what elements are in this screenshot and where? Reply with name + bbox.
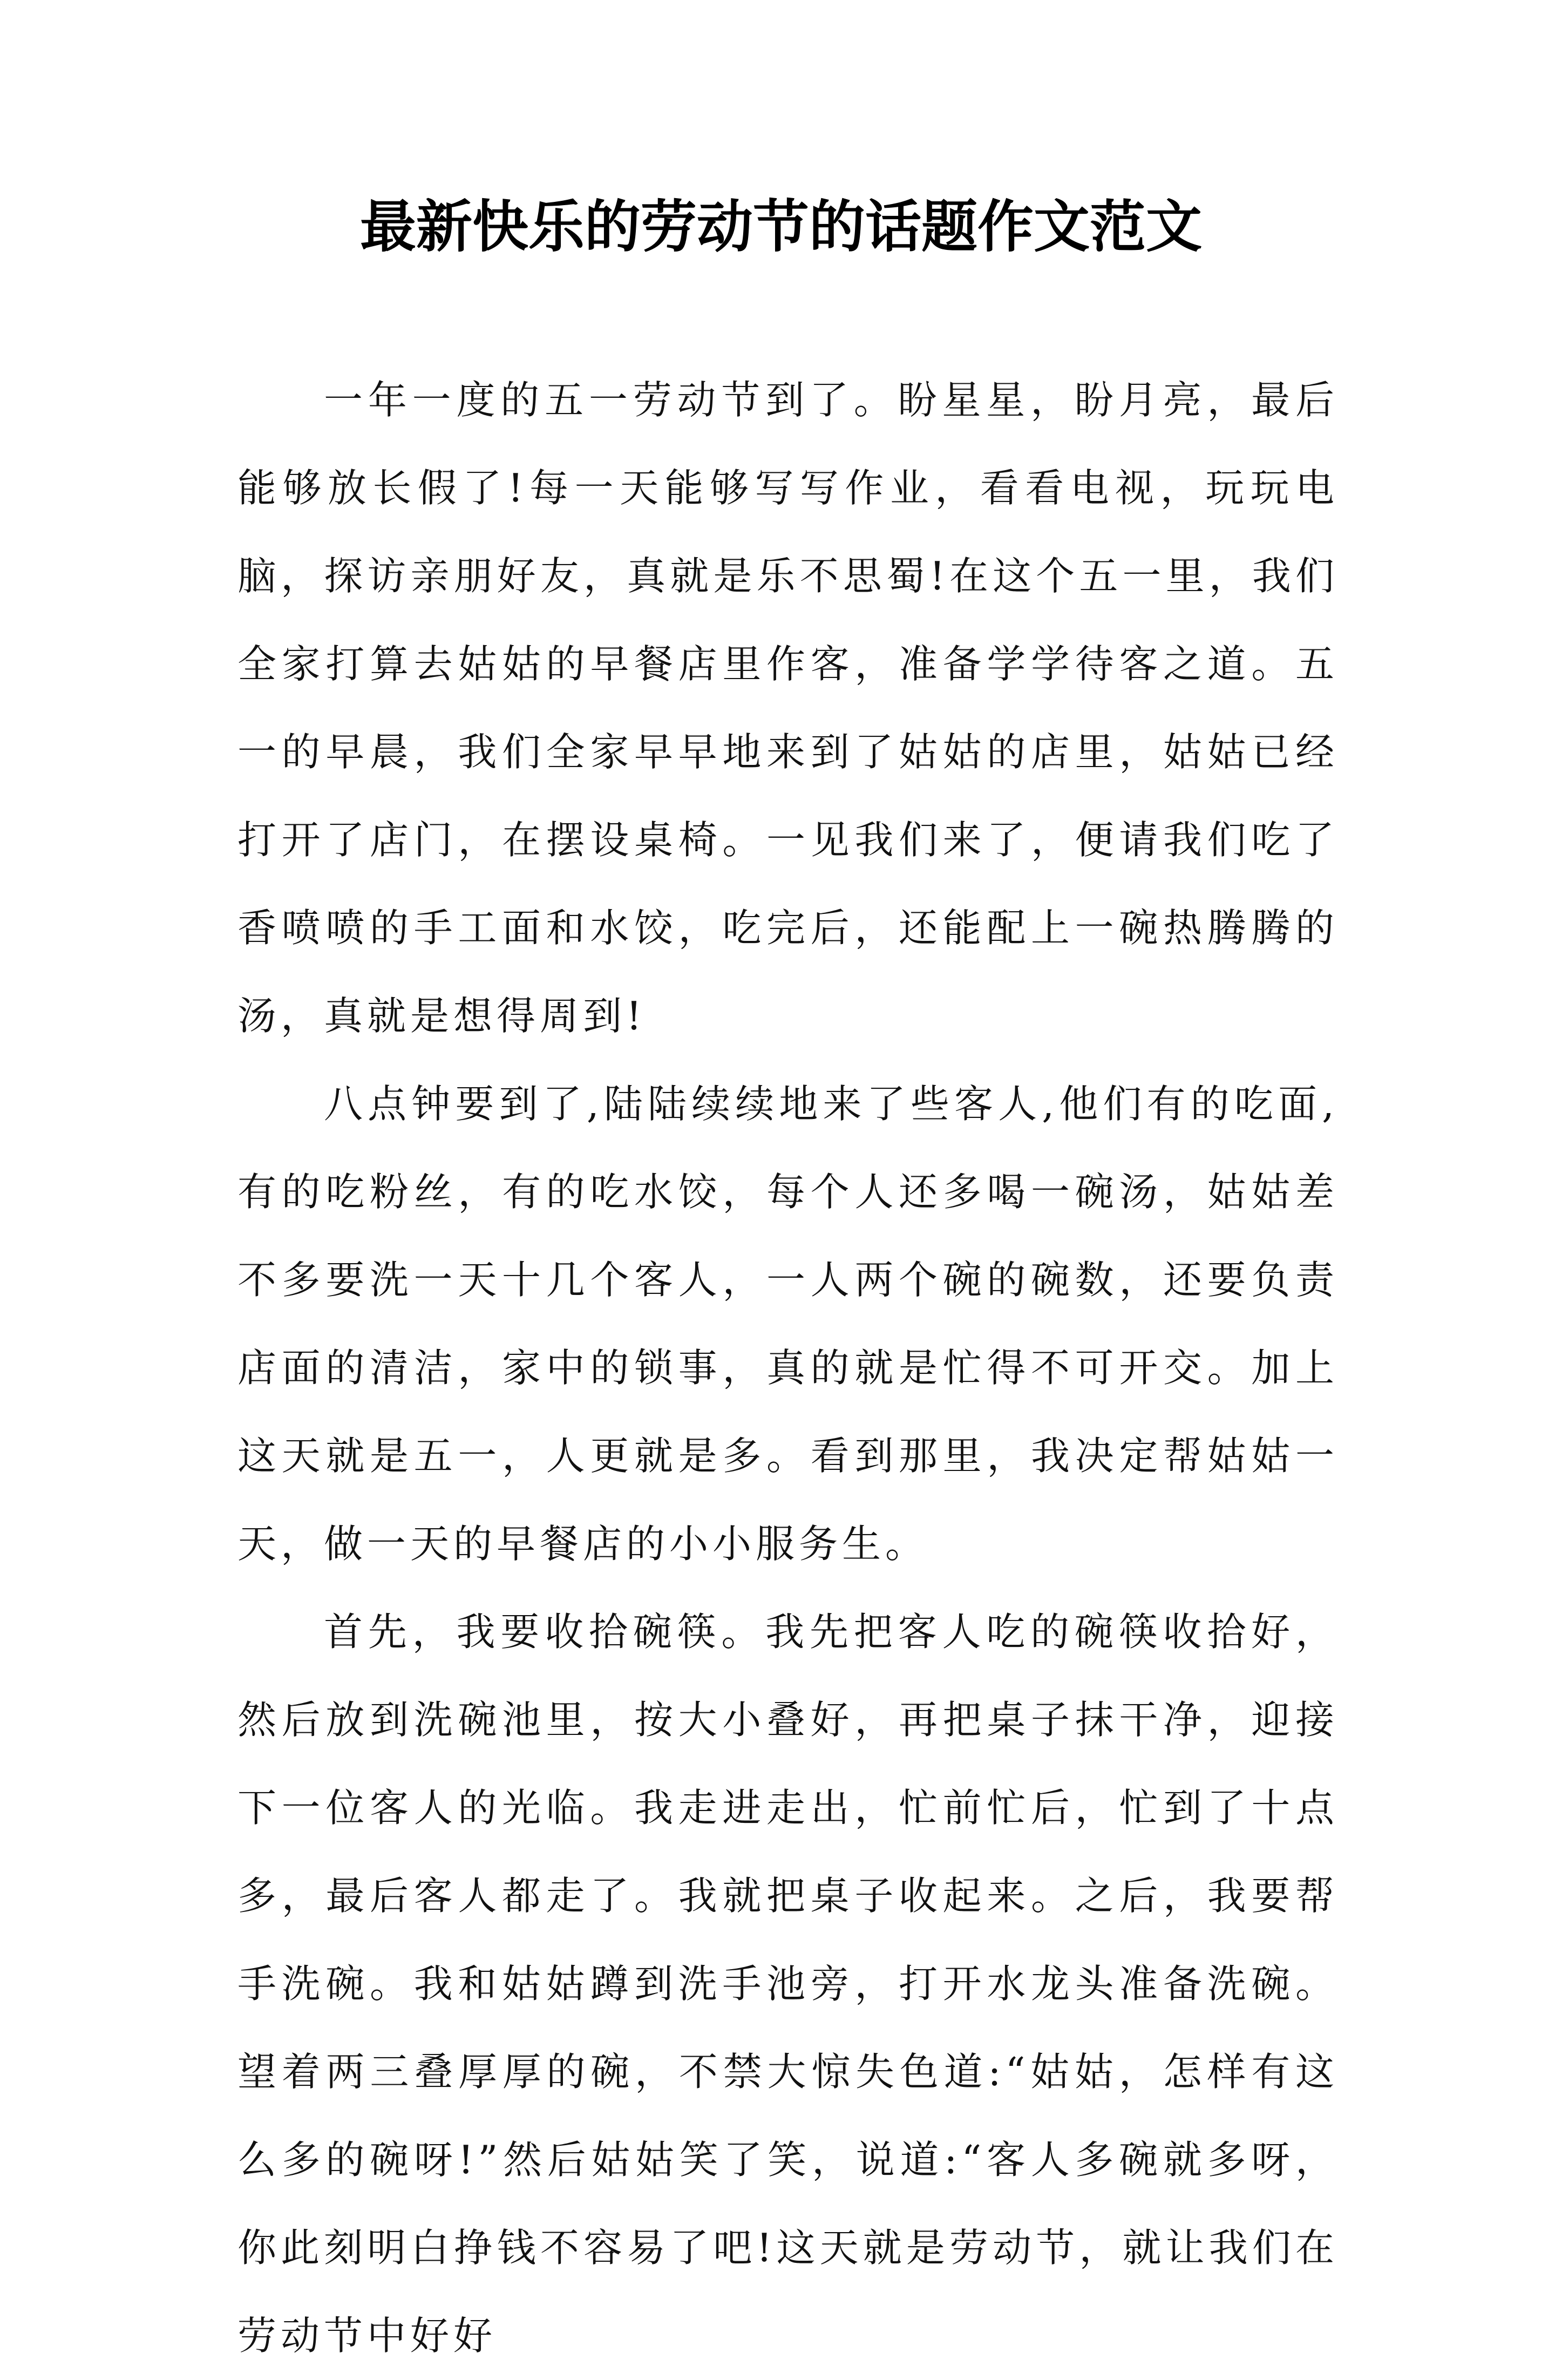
paragraph-1: 一年一度的五一劳动节到了。盼星星，盼月亮，最后能够放长假了!每一天能够写写作业，看看电视，玩玩电脑，探访亲朋好友，真就是乐不思蜀!在这个五一里，我们全家打算去姑姑的早餐店里作客，准备学学待客之道。五一的早晨，我们全家早早地来到了姑姑的店里，姑姑已经打开了店门，在摆设桌椅。一见我们来了，便请我们吃了香喷喷的手工面和水饺，吃完后，还能配上一碗热腾腾的汤，真就是想得周到!	[237, 377, 1339, 1039]
document-body	[237, 356, 1339, 2380]
document-title: 最新快乐的劳动节的话题作文范文	[359, 194, 1202, 260]
paragraph-2: 八点钟要到了,陆陆续续地来了些客人,他们有的吃面,有的吃粉丝，有的吃水饺，每个人还多喝一碗汤，姑姑差不多要洗一天十几个客人，一人两个碗的碗数，还要负责店面的清洁，家中的锁事，真的就是忙得不可开交。加上这天就是五一，人更就是多。看到那里，我决定帮姑姑一天，做一天的早餐店的小小服务生。	[237, 1081, 1339, 1567]
paragraph-3: 首先，我要收拾碗筷。我先把客人吃的碗筷收拾好，然后放到洗碗池里，按大小叠好，再把桌子抹干净，迎接下一位客人的光临。我走进走出，忙前忙后，忙到了十点多，最后客人都走了。我就把桌子收起来。之后，我要帮手洗碗。我和姑姑蹲到洗手池旁，打开水龙头准备洗碗。望着两三叠厚厚的碗，不禁大惊失色道:“姑姑，怎样有这么多的碗呀!”然后姑姑笑了笑，说道:“客人多碗就多呀，你此刻明白挣钱不容易了吧!这天就是劳动节，就让我们在劳动节中好好	[237, 1609, 1339, 2358]
